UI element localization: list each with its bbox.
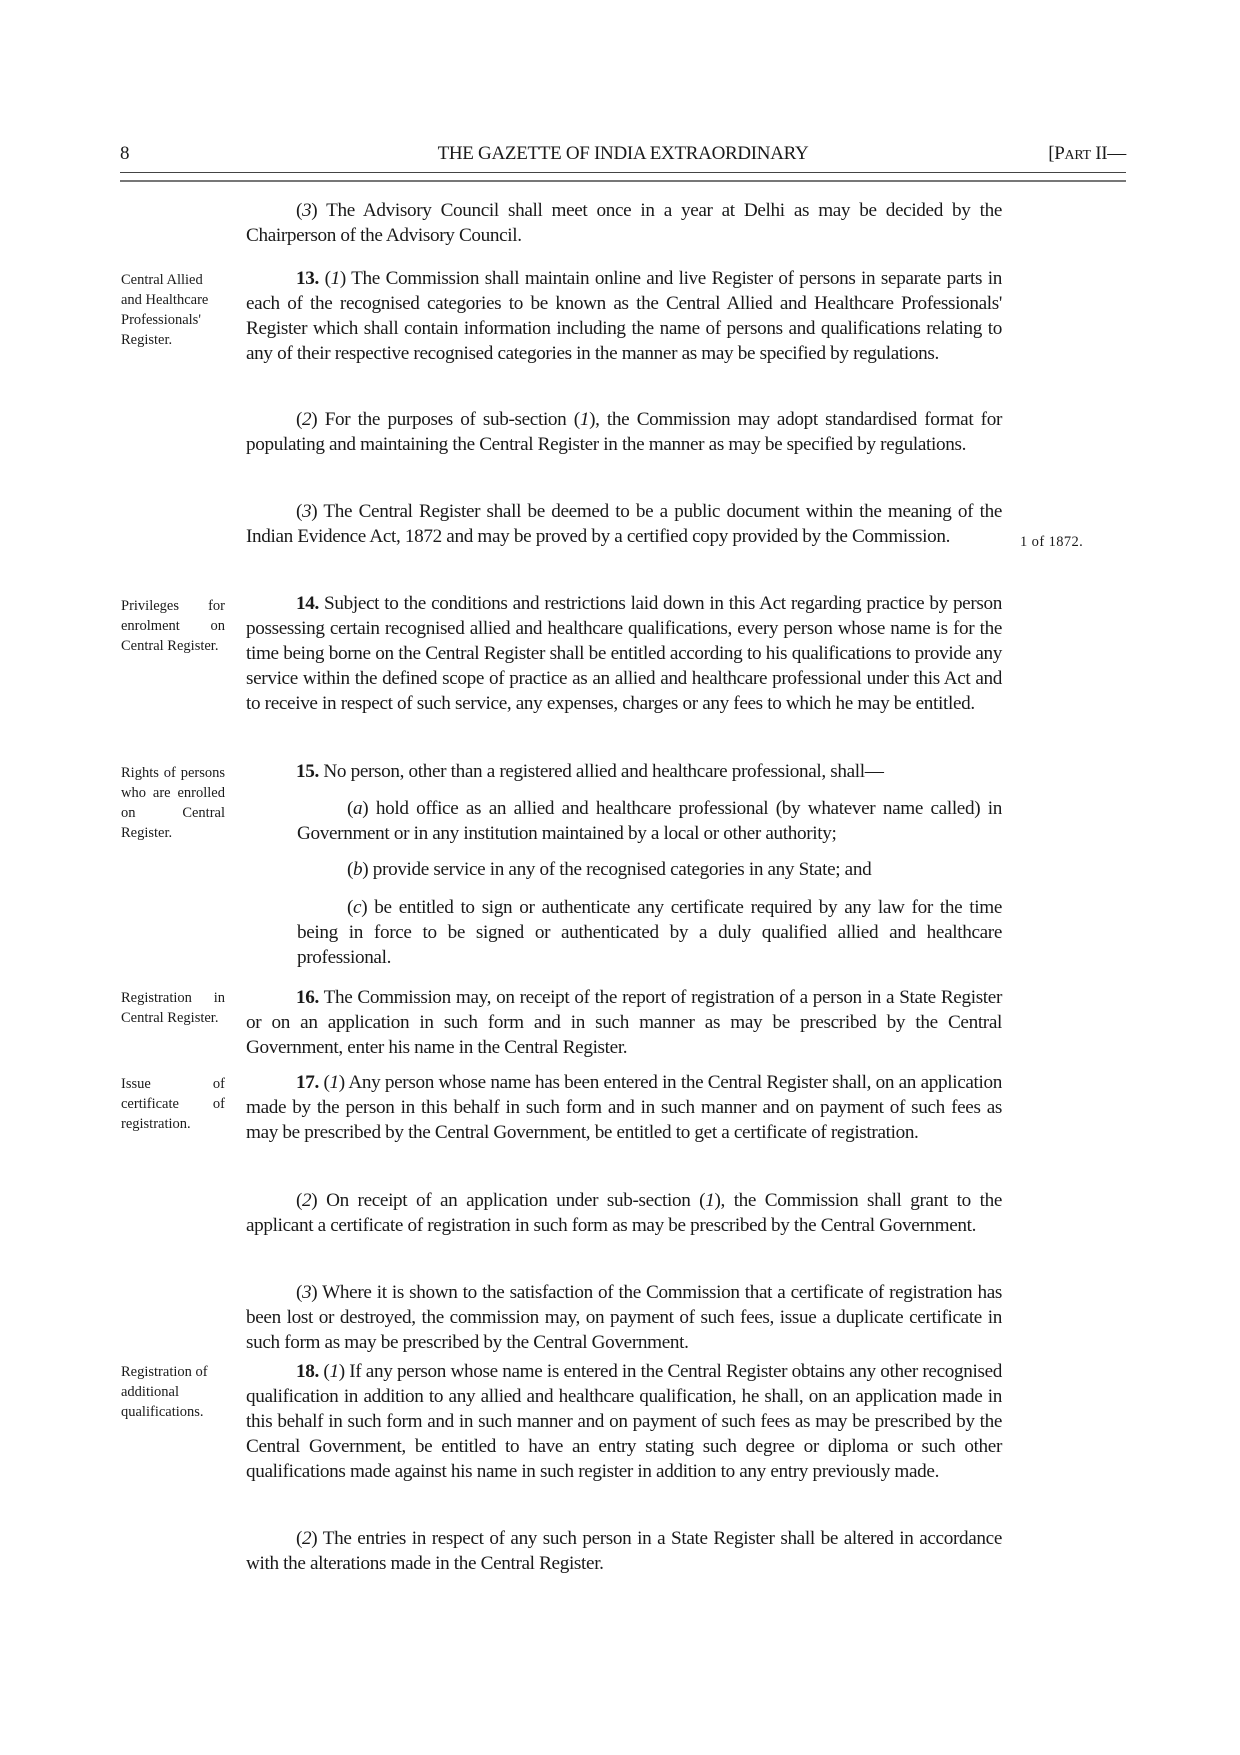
header-rule-double — [120, 180, 1126, 182]
margin-note-section-15: Rights of persons who are enrolled on Central Register. — [121, 765, 225, 841]
section-15-a: (a) hold office as an allied and healthcare professional (by whatever name called) in Government or in any institution maintained by a local or other authority; — [297, 798, 1002, 844]
section-18-1: 18. (1) If any person whose name is entered in the Central Register obtains any other recognised qualification in addition to any allied and healthcare qualification, he shall, on an application made in this behalf in such form and in such manner and on payment of such fees as may be prescribed by the Central Government, be entitled to have an entry stating such degree or diploma or such other qualifications made against his name in such register in addition to any entry previously made. — [246, 1361, 1002, 1482]
paragraph-12-3: (3) The Advisory Council shall meet once in a year at Delhi as may be decided by the Chairperson of the Advisory Council. — [246, 200, 1002, 246]
page-header — [120, 143, 1126, 169]
page-number: 8 — [120, 143, 130, 164]
part-label: [PART II— — [1048, 143, 1126, 164]
header-rule — [120, 172, 1126, 173]
section-13-3: (3) The Central Register shall be deemed to be a public document within the meaning of the Indian Evidence Act, 1872 and may be proved by a certified copy provided by the Commission. — [246, 501, 1002, 547]
margin-note-section-13: Central Allied and Healthcare Professionals' Register. — [121, 272, 209, 348]
margin-note-section-16: Registration in Central Register. — [121, 990, 225, 1026]
section-17-3: (3) Where it is shown to the satisfaction of the Commission that a certificate of registration has been lost or destroyed, the commission may, on payment of such fees, issue a duplicate certificate in such form as may be prescribed by the Central Government. — [246, 1282, 1002, 1353]
margin-note-section-14: Privileges for enrolment on Central Register. — [121, 598, 225, 654]
section-15: 15. No person, other than a registered allied and healthcare professional, shall— — [296, 761, 884, 782]
section-18-2: (2) The entries in respect of any such person in a State Register shall be altered in accordance with the alterations made in the Central Register. — [246, 1528, 1002, 1574]
section-17-2: (2) On receipt of an application under sub-section (1), the Commission shall grant to the applicant a certificate of registration in such form as may be prescribed by the Central Government. — [246, 1190, 1002, 1236]
section-15-c: (c) be entitled to sign or authenticate any certificate required by any law for the time being in force to be signed or authenticated by a duly qualified allied and healthcare professional. — [297, 897, 1002, 968]
section-17-1: 17. (1) Any person whose name has been entered in the Central Register shall, on an application made by the person in this behalf in such form and in such manner and on payment of such fees as may be prescribed by the Central Government, be entitled to get a certificate of registration. — [246, 1072, 1002, 1143]
gazette-title: THE GAZETTE OF INDIA EXTRAORDINARY — [437, 143, 809, 164]
section-13-2: (2) For the purposes of sub-section (1), the Commission may adopt standardised format for populating and maintaining the Central Register in the manner as may be specified by regulations. — [246, 409, 1002, 455]
section-13-1: 13. (1) The Commission shall maintain online and live Register of persons in separate parts in each of the recognised categories to be known as the Central Allied and Healthcare Professionals' Register which shall contain information including the name of persons and qualifications relating to any of their respective recognised categories in the manner as may be specified by regulations. — [246, 268, 1002, 364]
section-16: 16. The Commission may, on receipt of the report of registration of a person in a State Register or on an application in such form and in such manner as may be prescribed by the Central Government, enter his name in the Central Register. — [246, 987, 1002, 1058]
margin-note-section-17: Issue of certificate of registration. — [121, 1076, 225, 1132]
act-reference-note: 1 of 1872. — [1020, 534, 1084, 550]
section-15-b: (b) provide service in any of the recognised categories in any State; and — [347, 859, 872, 880]
section-14: 14. Subject to the conditions and restrictions laid down in this Act regarding practice by person possessing certain recognised allied and healthcare qualifications, every person whose name is for the time being borne on the Central Register shall be entitled according to his qualifications to provide any service within the defined scope of practice as an allied and healthcare professional under this Act and to receive in respect of such service, any expenses, charges or any fees to which he may be entitled. — [246, 593, 1002, 714]
margin-note-section-18: Registration of additional qualifications. — [121, 1364, 208, 1420]
